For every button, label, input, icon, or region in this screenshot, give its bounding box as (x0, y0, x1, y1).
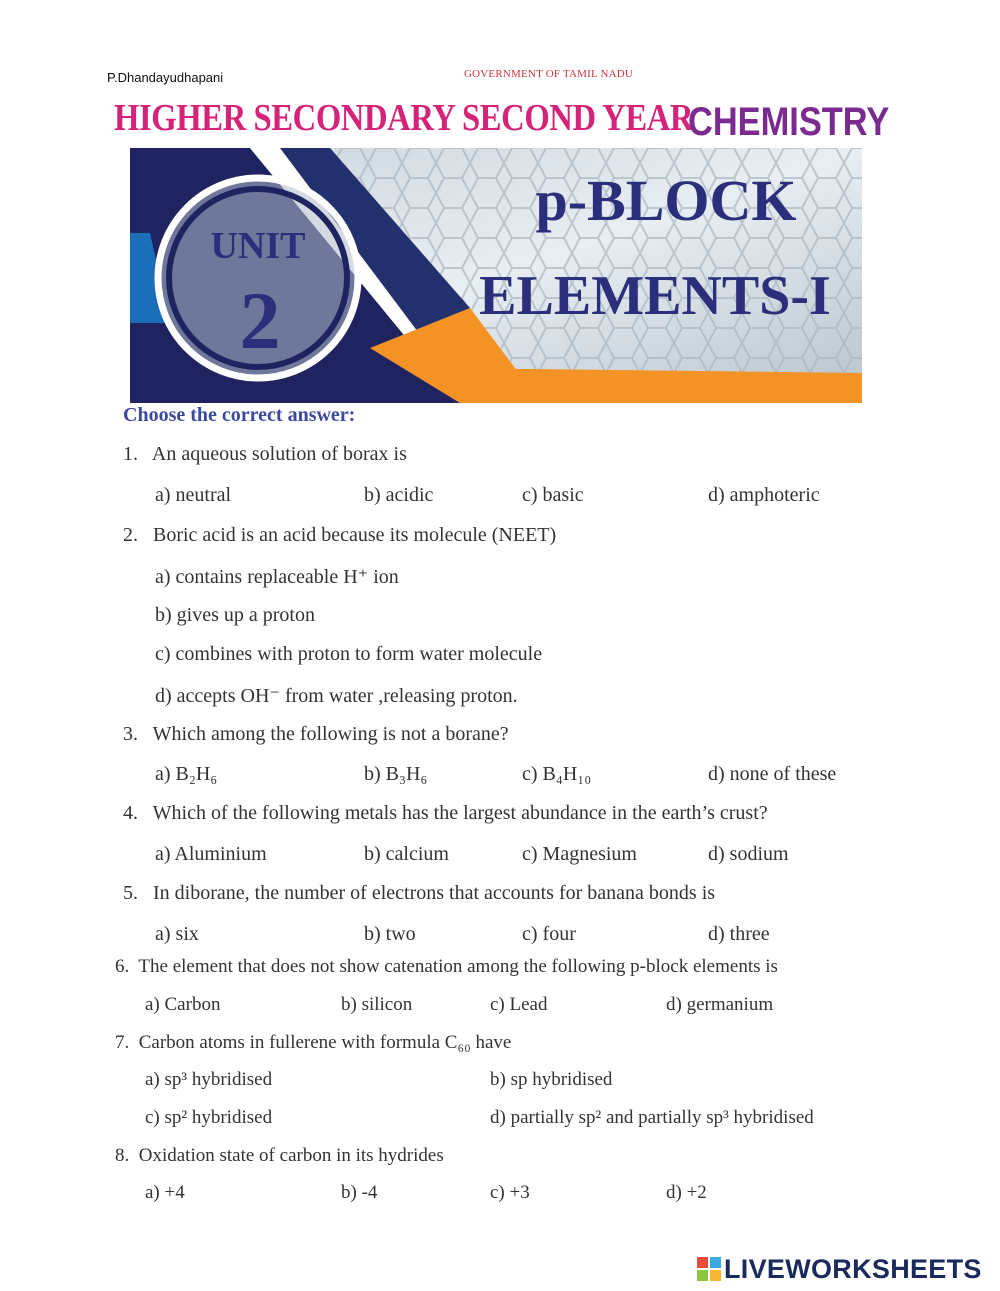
q3-option-a[interactable]: a) B₂H₆ (155, 763, 218, 785)
q7-option-a[interactable]: a) sp³ hybridised (145, 1069, 273, 1090)
q3-option-d[interactable]: d) none of these (708, 763, 837, 785)
q1-option-b[interactable]: b) acidic (364, 484, 434, 506)
question-text: Oxidation state of carbon in its hydrides (138, 1145, 444, 1166)
question-number: 4. (123, 802, 138, 824)
question-text: The element that does not show catenation among the following p-block elements is (138, 956, 778, 977)
q1-option-c[interactable]: c) basic (522, 484, 584, 506)
question-number: 1. (123, 443, 138, 465)
q6-option-d[interactable]: d) germanium (666, 994, 774, 1015)
banner-title-line1: p-BLOCK (535, 168, 797, 233)
q8-option-a[interactable]: a) +4 (145, 1182, 185, 1203)
question-text: Carbon atoms in fullerene with formula C₆₀ have (138, 1032, 512, 1053)
q1-option-d[interactable]: d) amphoteric (708, 484, 820, 506)
unit-banner (130, 148, 862, 403)
question-number: 6. (115, 956, 130, 977)
subject-title: CHEMISTRY (688, 100, 890, 144)
instructions-heading: Choose the correct answer: (123, 404, 356, 426)
question-text: Which of the following metals has the largest abundance in the earth’s crust? (152, 802, 768, 824)
q8-option-b[interactable]: b) -4 (341, 1182, 378, 1203)
q7-option-b[interactable]: b) sp hybridised (490, 1069, 613, 1090)
course-title: HIGHER SECONDARY SECOND YEAR (114, 97, 694, 139)
liveworksheets-logo[interactable] (697, 1252, 982, 1286)
author-name: P.Dhandayudhapani (107, 70, 224, 85)
q5-option-c[interactable]: c) four (522, 923, 576, 945)
question-number: 2. (123, 524, 138, 546)
q4-option-d[interactable]: d) sodium (708, 843, 789, 865)
q5-option-d[interactable]: d) three (708, 923, 770, 945)
q2-option-a[interactable]: a) contains replaceable H⁺ ion (155, 566, 399, 588)
q5-option-a[interactable]: a) six (155, 923, 199, 945)
q6-option-a[interactable]: a) Carbon (145, 994, 221, 1015)
government-label: GOVERNMENT OF TAMIL NADU (464, 68, 634, 80)
question-5 (123, 882, 715, 905)
question-8 (115, 1145, 444, 1167)
q4-option-c[interactable]: c) Magnesium (522, 843, 637, 865)
unit-label: UNIT (210, 225, 306, 267)
q8-option-d[interactable]: d) +2 (666, 1182, 707, 1203)
question-text: Which among the following is not a borane? (152, 723, 509, 745)
q2-option-b[interactable]: b) gives up a proton (155, 604, 315, 626)
question-6 (115, 956, 778, 978)
q3-option-b[interactable]: b) B₃H₆ (364, 763, 428, 785)
q2-option-d[interactable]: d) accepts OH⁻ from water ,releasing proton. (155, 685, 518, 707)
question-4 (123, 802, 768, 825)
question-1 (123, 443, 407, 466)
q6-option-c[interactable]: c) Lead (490, 994, 548, 1015)
question-number: 5. (123, 882, 138, 904)
q8-option-c[interactable]: c) +3 (490, 1182, 530, 1203)
banner-title-line2: ELEMENTS-I (479, 265, 831, 327)
q1-option-a[interactable]: a) neutral (155, 484, 232, 506)
question-text: In diborane, the number of electrons that accounts for banana bonds is (153, 882, 716, 904)
q3-option-c[interactable]: c) B₄H₁₀ (522, 763, 592, 785)
unit-number: 2 (239, 275, 281, 366)
q4-option-b[interactable]: b) calcium (364, 843, 449, 865)
question-2 (123, 524, 556, 547)
liveworksheets-icon (697, 1257, 721, 1281)
q2-option-c[interactable]: c) combines with proton to form water molecule (155, 643, 543, 665)
question-number: 8. (115, 1145, 130, 1166)
question-3 (123, 723, 509, 746)
question-number: 3. (123, 723, 138, 745)
q7-option-c[interactable]: c) sp² hybridised (145, 1107, 273, 1128)
q6-option-b[interactable]: b) silicon (341, 994, 413, 1015)
question-text: An aqueous solution of borax is (151, 443, 407, 465)
q5-option-b[interactable]: b) two (364, 923, 416, 945)
question-number: 7. (115, 1032, 130, 1053)
q7-option-d[interactable]: d) partially sp² and partially sp³ hybridised (490, 1107, 814, 1128)
question-7 (115, 1032, 511, 1054)
q4-option-a[interactable]: a) Aluminium (155, 843, 267, 865)
question-text: Boric acid is an acid because its molecule (NEET) (153, 524, 557, 546)
logo-text: LIVEWORKSHEETS (724, 1253, 982, 1284)
